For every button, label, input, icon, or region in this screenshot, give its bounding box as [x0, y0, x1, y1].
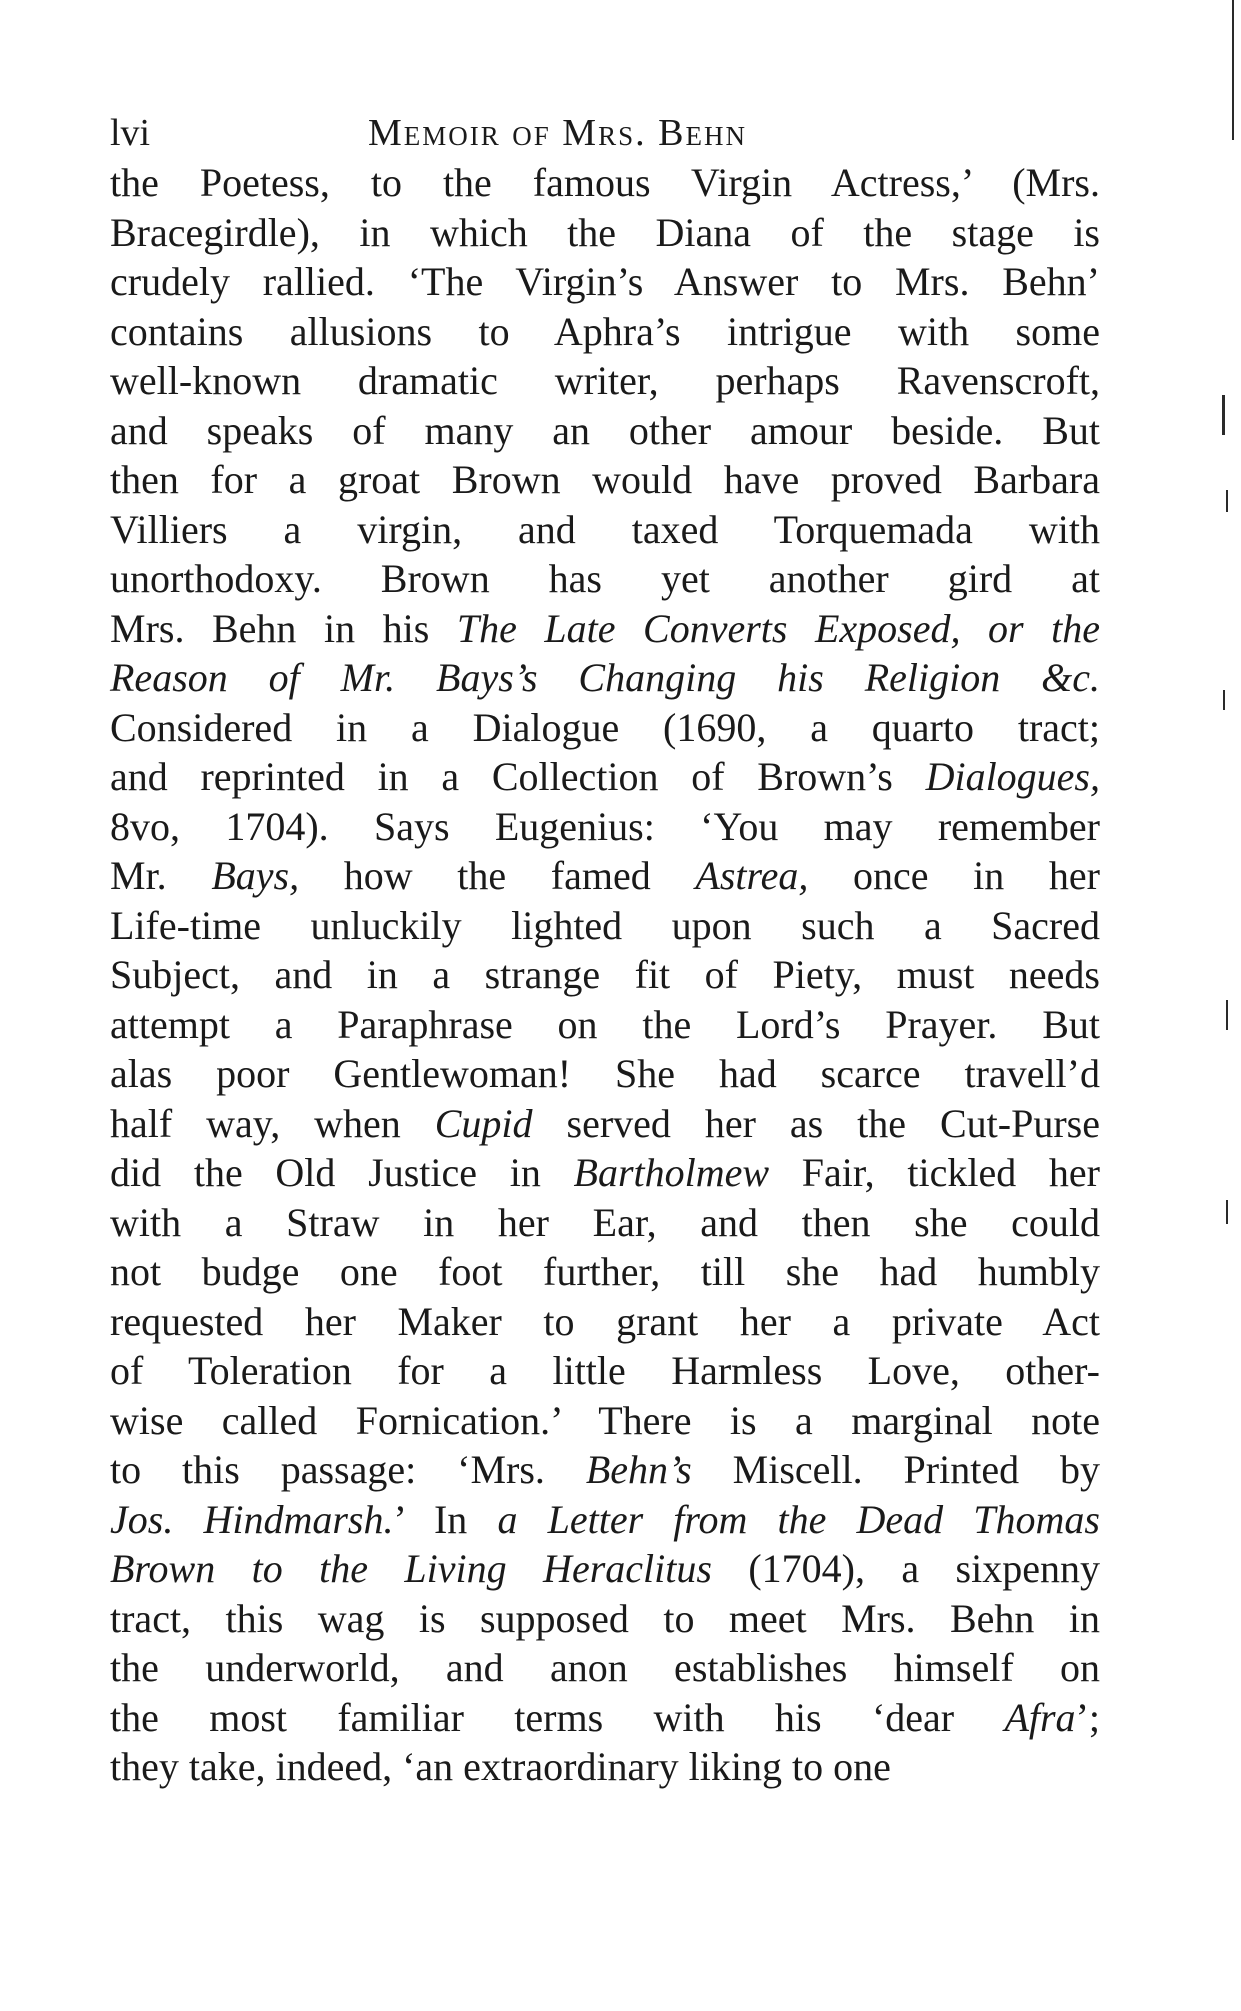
- text-line: [110, 406, 1100, 456]
- text-run: Mrs. Behn in his: [110, 605, 457, 651]
- italic-text: Cupid: [434, 1100, 533, 1146]
- text-line: [110, 1594, 1100, 1644]
- page-edge-mark: [1226, 1000, 1228, 1030]
- text-line: [110, 257, 1100, 307]
- text-line: [110, 1396, 1100, 1446]
- text-line: [110, 851, 1100, 901]
- text-line: [110, 1742, 1100, 1792]
- text-line: [110, 752, 1100, 802]
- text-run: the underworld, and anon establishes himself on: [110, 1645, 1100, 1690]
- text-run: the most familiar terms with his ‘dear: [110, 1694, 1005, 1740]
- text-run: the Poetess, to the famous Virgin Actress,’ (Mrs.: [110, 160, 1100, 205]
- text-line: [110, 1247, 1100, 1297]
- text-line: [110, 455, 1100, 505]
- text-run: (1704), a sixpenny: [711, 1546, 1100, 1591]
- text-run: alas poor Gentlewoman! She had scarce travell’d: [110, 1051, 1100, 1096]
- text-line: [110, 1544, 1100, 1594]
- text-run: to this passage: ‘Mrs.: [110, 1447, 586, 1492]
- text-run: with a Straw in her Ear, and then she could: [110, 1199, 1100, 1245]
- page-edge-mark: [1226, 1200, 1228, 1224]
- running-title: Memoir of Mrs. Behn: [368, 112, 747, 154]
- italic-text: Afra: [1004, 1694, 1076, 1740]
- text-run: of Toleration for a little Harmless Love, other-: [110, 1348, 1100, 1393]
- text-run: contains allusions to Aphra’s intrigue with some: [110, 308, 1100, 354]
- text-line: [110, 1198, 1100, 1248]
- text-run: and speaks of many an other amour beside. But: [110, 407, 1100, 453]
- italic-text: Behn’s: [585, 1447, 692, 1492]
- text-run: unorthodoxy. Brown has yet another gird at: [110, 556, 1100, 601]
- text-run: crudely rallied. ‘The Virgin’s Answer to Mrs. Behn’: [110, 259, 1100, 304]
- page-edge-mark: [1222, 395, 1225, 435]
- text-run: 8vo, 1704). Says Eugenius: ‘You may remember: [110, 803, 1100, 849]
- text-run: tract, this wag is supposed to meet Mrs. Behn in: [110, 1595, 1100, 1641]
- italic-text: Reason of Mr. Bays’s Changing his Religion &c.: [110, 655, 1100, 700]
- text-line: [110, 307, 1100, 357]
- text-run: and reprinted in a Collection of Brown’s: [110, 754, 926, 799]
- text-line: [110, 158, 1100, 208]
- text-line: [110, 802, 1100, 852]
- text-run: then for a groat Brown would have proved Barbara: [110, 457, 1100, 502]
- text-line: [110, 1445, 1100, 1495]
- text-line: [110, 505, 1100, 555]
- italic-text: Jos. Hindmarsh.: [110, 1496, 394, 1542]
- text-run: Mr.: [110, 853, 212, 898]
- text-line: [110, 208, 1100, 258]
- text-run: half way, when: [110, 1100, 435, 1146]
- text-run: attempt a Paraphrase on the Lord’s Prayer. But: [110, 1001, 1100, 1047]
- text-run: Miscell. Printed by: [691, 1447, 1101, 1492]
- page-edge-mark: [1232, 0, 1234, 140]
- text-run: how the famed: [299, 853, 696, 898]
- text-run: well-known dramatic writer, perhaps Ravenscroft,: [110, 358, 1100, 403]
- italic-text: Bays,: [211, 853, 300, 898]
- text-line: [110, 703, 1100, 753]
- text-run: requested her Maker to grant her a private Act: [110, 1298, 1100, 1344]
- italic-text: Astrea,: [695, 853, 809, 898]
- page-edge-mark: [1226, 490, 1228, 512]
- text-run: ’;: [1075, 1694, 1100, 1740]
- text-line: [110, 1000, 1100, 1050]
- text-line: [110, 653, 1100, 703]
- text-run: ’ In: [393, 1496, 498, 1542]
- italic-text: Dialogues,: [925, 754, 1100, 799]
- text-run: Villiers a virgin, and taxed Torquemada with: [110, 506, 1100, 552]
- text-line: [110, 1346, 1100, 1396]
- text-line: [110, 1495, 1100, 1545]
- text-run: did the Old Justice in: [110, 1150, 574, 1195]
- page-edge-mark: [1223, 690, 1225, 710]
- page-number: lvi: [110, 112, 151, 154]
- text-run: Bracegirdle), in which the Diana of the stage is: [110, 209, 1100, 255]
- text-line: [110, 1297, 1100, 1347]
- text-line: [110, 1099, 1100, 1149]
- text-line: [110, 1148, 1100, 1198]
- italic-text: Bartholmew: [573, 1150, 770, 1195]
- page-header: [110, 108, 1110, 158]
- text-line: [110, 1643, 1100, 1693]
- text-run: served her as the Cut-Purse: [532, 1100, 1100, 1146]
- text-run: wise called Fornication.’ There is a marginal note: [110, 1397, 1100, 1443]
- italic-text: The Late Converts Exposed, or the: [456, 605, 1100, 651]
- text-line: [110, 356, 1100, 406]
- text-line: [110, 1693, 1100, 1743]
- italic-text: Brown to the Living Heraclitus: [110, 1546, 712, 1591]
- text-run: Fair, tickled her: [769, 1150, 1100, 1195]
- text-line: [110, 950, 1100, 1000]
- text-line: [110, 604, 1100, 654]
- text-run: they take, indeed, ‘an extraordinary liking to one: [110, 1744, 891, 1789]
- text-line: [110, 901, 1100, 951]
- text-run: Considered in a Dialogue (1690, a quarto tract;: [110, 704, 1100, 750]
- text-run: once in her: [808, 853, 1100, 898]
- body-text: [110, 158, 1100, 1792]
- text-line: [110, 554, 1100, 604]
- italic-text: a Letter from the Dead Thomas: [497, 1496, 1101, 1542]
- text-line: [110, 1049, 1100, 1099]
- text-run: not budge one foot further, till she had humbly: [110, 1249, 1100, 1294]
- text-run: Life-time unluckily lighted upon such a Sacred: [110, 902, 1100, 948]
- text-run: Subject, and in a strange fit of Piety, must needs: [110, 952, 1100, 997]
